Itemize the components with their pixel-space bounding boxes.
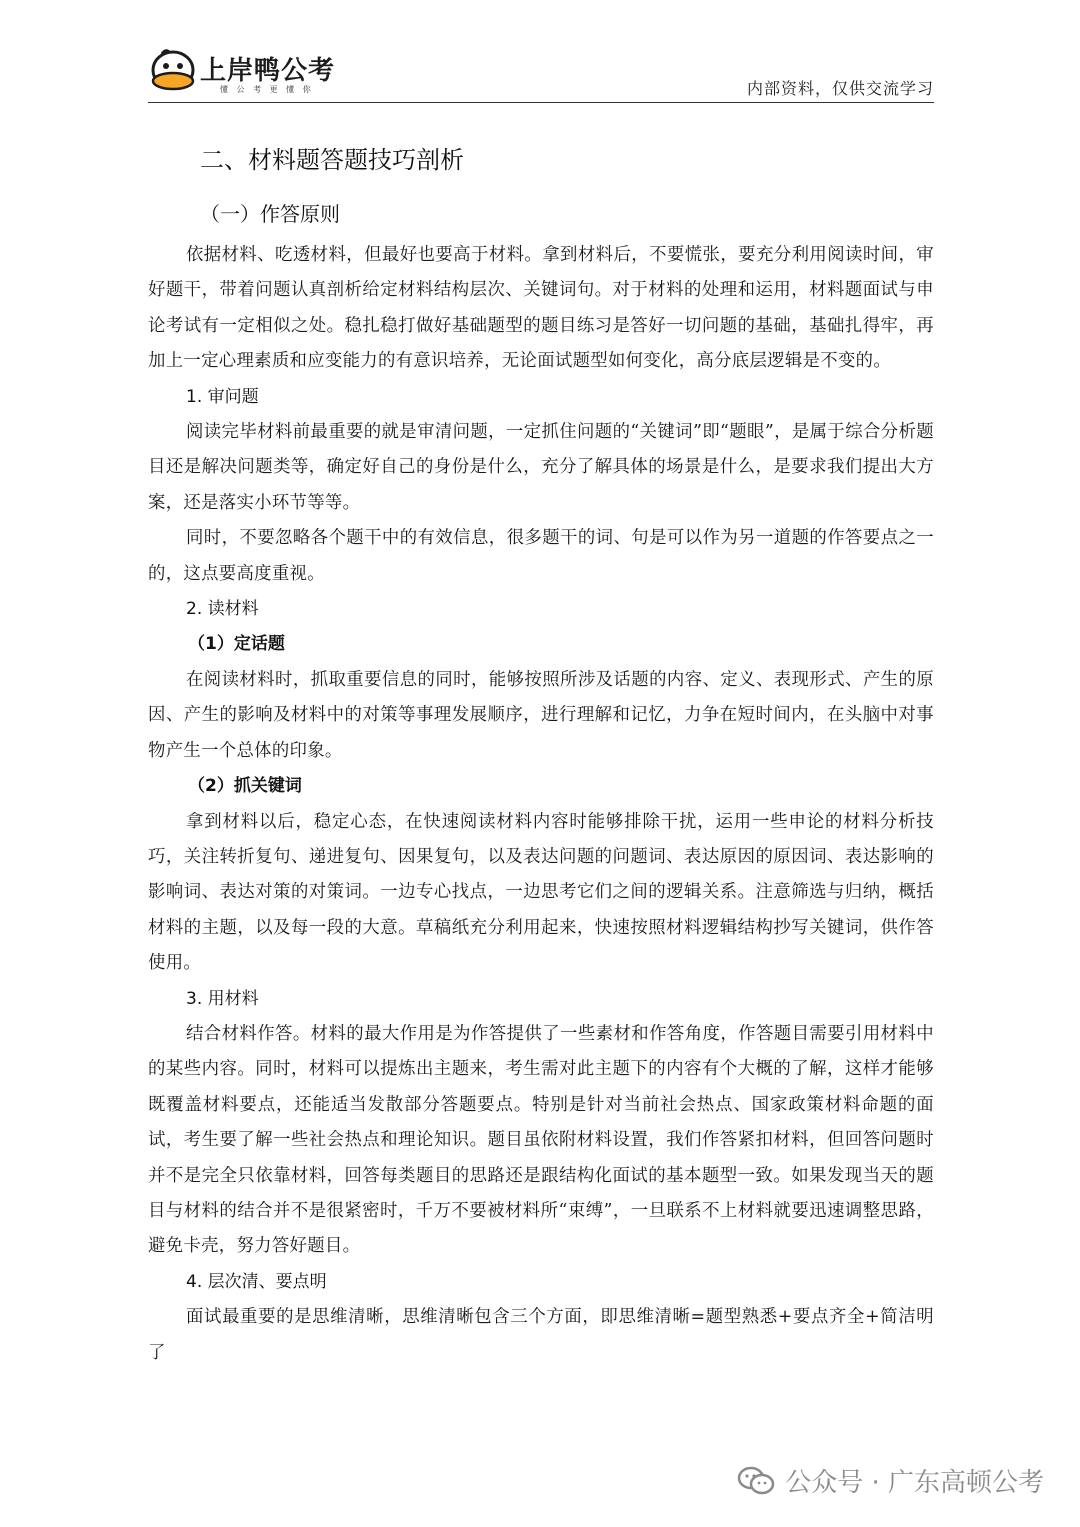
document-body — [148, 138, 934, 1371]
step3-heading: 3. 用材料 — [186, 988, 259, 1009]
step2-heading: 2. 读材料 — [186, 599, 259, 620]
step1-paragraph-2: 同时，不要忽略各个题干中的有效信息，很多题干的词、句是可以作为另一道题的作答要点之一的，这点要高度重视。 — [148, 528, 934, 584]
step1-paragraph-1: 阅读完毕材料前最重要的就是审清问题，一定抓住问题的“关键词”即“题眼”，是属于综合分析题目还是解决问题类等，确定好自己的身份是什么，充分了解具体的场景是什么，是要求我们提出大方案，还是落实小环节等等。 — [148, 422, 934, 513]
brand-slogan: 懂 公 考 更 懂 你 — [220, 85, 314, 94]
step2-sub1-paragraph: 在阅读材料时，抓取重要信息的同时，能够按照所涉及话题的内容、定义、表现形式、产生的原因、产生的影响及材料中的对策等事理发展顺序，进行理解和记忆，力争在短时间内，在头脑中对事物产生一个总体的印象。 — [148, 669, 934, 761]
step3-paragraph: 结合材料作答。材料的最大作用是为作答提供了一些素材和作答角度，作答题目需要引用材料中的某些内容。同时，材料可以提炼出主题来，考生需对此主题下的内容有个大概的了解，这样才能够既覆盖材料要点，还能适当发散部分答题要点。特别是针对当前社会热点、国家政策材料命题的面试，考生要了解一些社会热点和理论知识。题目虽依附材料设置，我们作答紧扣材料，但回答问题时并不是完全只依靠材料，回答每类题目的思路还是跟结构化面试的基本题型一致。如果发现当天的题目与材料的结合并不是很紧密时，千万不要被材料所“束缚”，一旦联系不上材料就要迅速调整思路，避免卡壳，努力答好题目。 — [148, 1023, 934, 1257]
step2-sub2-heading: （2）抓关键词 — [188, 776, 302, 797]
chapter-title: 二、材料题答题技巧剖析 — [200, 146, 464, 174]
header-note: 内部资料，仅供交流学习 — [746, 79, 934, 98]
wechat-icon — [737, 1465, 775, 1497]
watermark-text: 公众号 · 广东高顿公考 — [785, 1468, 1044, 1498]
brand-logo — [148, 44, 388, 98]
section-heading: （一）作答原则 — [200, 202, 340, 226]
step1-heading: 1. 审问题 — [186, 386, 259, 407]
brand-name: 上岸鸭公考 — [200, 56, 336, 86]
step2-sub1-heading: （1）定话题 — [188, 634, 285, 655]
duck-logo-icon — [148, 48, 198, 94]
intro-paragraph: 依据材料、吃透材料，但最好也要高于材料。拿到材料后，不要慌张，要充分利用阅读时间，审好题干，带着问题认真剖析给定材料结构层次、关键词句。对于材料的处理和运用，材料题面试与申论考试有一定相似之处。稳扎稳打做好基础题型的题目练习是答好一切问题的基础，基础扎得牢，再加上一定心理素质和应变能力的有意识培养，无论面试题型如何变化，高分底层逻辑是不变的。 — [148, 245, 934, 372]
step4-paragraph: 面试最重要的是思维清晰，思维清晰包含三个方面，即思维清晰=题型熟悉+要点齐全+简洁明了 — [148, 1307, 934, 1363]
step4-heading: 4. 层次清、要点明 — [186, 1271, 327, 1292]
page-header — [148, 40, 934, 103]
step2-sub2-paragraph: 拿到材料以后，稳定心态，在快速阅读材料内容时能够排除干扰，运用一些申论的材料分析技巧，关注转折复句、递进复句、因果复句，以及表达问题的问题词、表达原因的原因词、表达影响的影响词、表达对策的对策词。一边专心找点，一边思考它们之间的逻辑关系。注意筛选与归纳，概括材料的主题，以及每一段的大意。草稿纸充分利用起来，快速按照材料逻辑结构抄写关键词，供作答使用。 — [148, 811, 934, 974]
watermark — [737, 1462, 1044, 1499]
